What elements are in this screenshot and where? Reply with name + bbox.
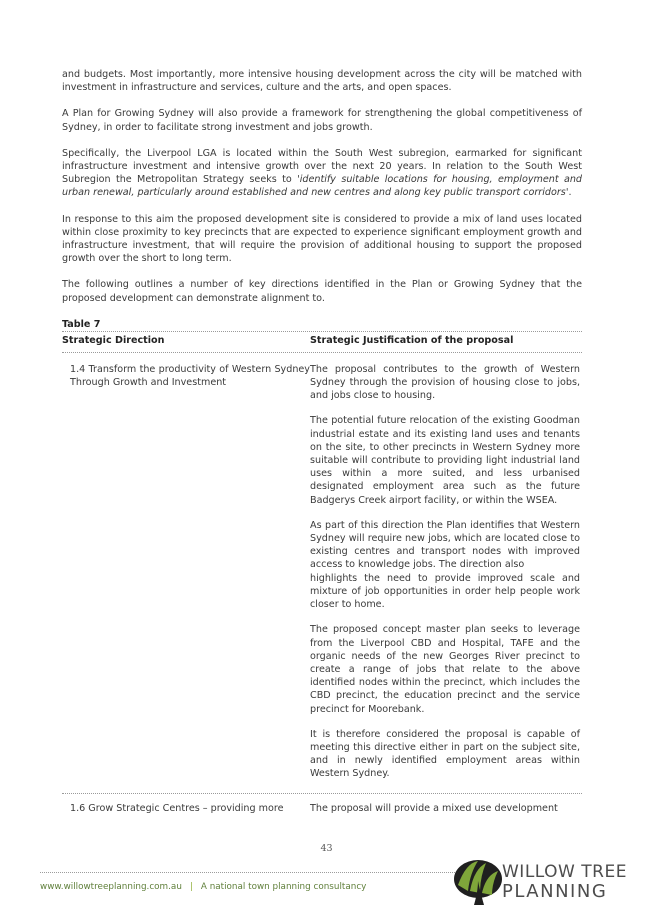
footer-url-link[interactable]: www.willowtreeplanning.com.au [40,882,182,892]
justification-paragraph: It is therefore considered the proposal is capable of meeting this directive either in part on the subject site, and in newly identified employment areas within Western Sydney. [310,728,580,780]
table-row [62,353,582,793]
logo-line-1: WILLOW TREE [502,862,627,882]
document-page [62,68,582,827]
justification-paragraph: The proposed concept master plan seeks to leverage from the Liverpool CBD and Hospital, TAFE and the organic needs of the new Georges River precinct to create a range of jobs that relate to the above identified nodes within the precinct, which includes the CBD precinct, the education precinct and the service precinct for Moorebank. [310,624,580,715]
direction-cell: 1.4 Transform the productivity of Western Sydney Through Growth and Investment [70,363,310,389]
justification-paragraph: The potential future relocation of the existing Goodman industrial estate and its existing land uses and tenants on the site, to other precincts in Western Sydney more suitable will contribute to providing light industrial land uses within a more suited, and less urbanised designated employment area such as the future Badgerys Creek airport facility, or within the WSEA. [310,415,580,506]
justification-paragraph: As part of this direction the Plan identifies that Western Sydney will require new jobs, which are located close to existing centres and transport nodes with improved access to knowledge jobs. The direction also highlights the need to provide improved scale and mixture of job opportunities in order help people work closer to home. [310,519,580,611]
justification-cell [310,802,580,827]
justification-paragraph: The proposal contributes to the growth of Western Sydney through the provision of housing close to jobs, and jobs close to housing. [310,363,580,402]
paragraph-3-end: '. [565,187,572,199]
footer [40,882,366,892]
header-strategic-justification: Strategic Justification of the proposal [310,334,514,346]
justification-cell [310,363,580,793]
table-caption: Table 7 [62,318,101,330]
logo-line-2: PLANNING [502,881,608,902]
page-number: 43 [320,843,333,854]
paragraph-3-start: Specifically, the Liverpool LGA is located within the South West subregion, earmarked for significant infrastructure investment and intensive growth over the next 20 years. In relation to the South West Subregion the Metropolitan Strategy seeks to ' [62,147,582,186]
justification-paragraph: The proposal will provide a mixed use development [310,802,558,814]
paragraph-3-quote: identify suitable locations for housing, employment and urban renewal, particularly around established and new centres and along key public transport corridors [62,174,583,199]
paragraph-1: and budgets. Most importantly, more intensive housing development across the city will be matched with investment in infrastructure and services, culture and the arts, and open spaces. [62,69,582,94]
footer-separator: | [189,882,193,892]
paragraph-5: The following outlines a number of key directions identified in the Plan or Growing Sydney that the proposed development can demonstrate alignment to. [62,279,582,304]
footer-tagline: A national town planning consultancy [200,882,367,892]
company-logo-text [502,862,627,902]
header-strategic-direction: Strategic Direction [62,334,165,346]
footer-divider [40,872,455,873]
table-row [62,793,582,827]
table-header [62,331,582,353]
paragraph-3 [62,147,582,200]
paragraph-4: In response to this aim the proposed development site is considered to provide a mix of land uses located within close proximity to key precincts that are expected to experience significant employment growth and infrastructure investment, that will require the provision of additional housing to support the proposed growth over the short to long term. [62,213,582,265]
willow-tree-logo-icon [452,857,504,905]
paragraph-2: A Plan for Growing Sydney will also provide a framework for strengthening the global competitiveness of Sydney, in order to facilitate strong investment and jobs growth. [62,108,582,133]
direction-cell: 1.6 Grow Strategic Centres – providing more [70,802,284,814]
